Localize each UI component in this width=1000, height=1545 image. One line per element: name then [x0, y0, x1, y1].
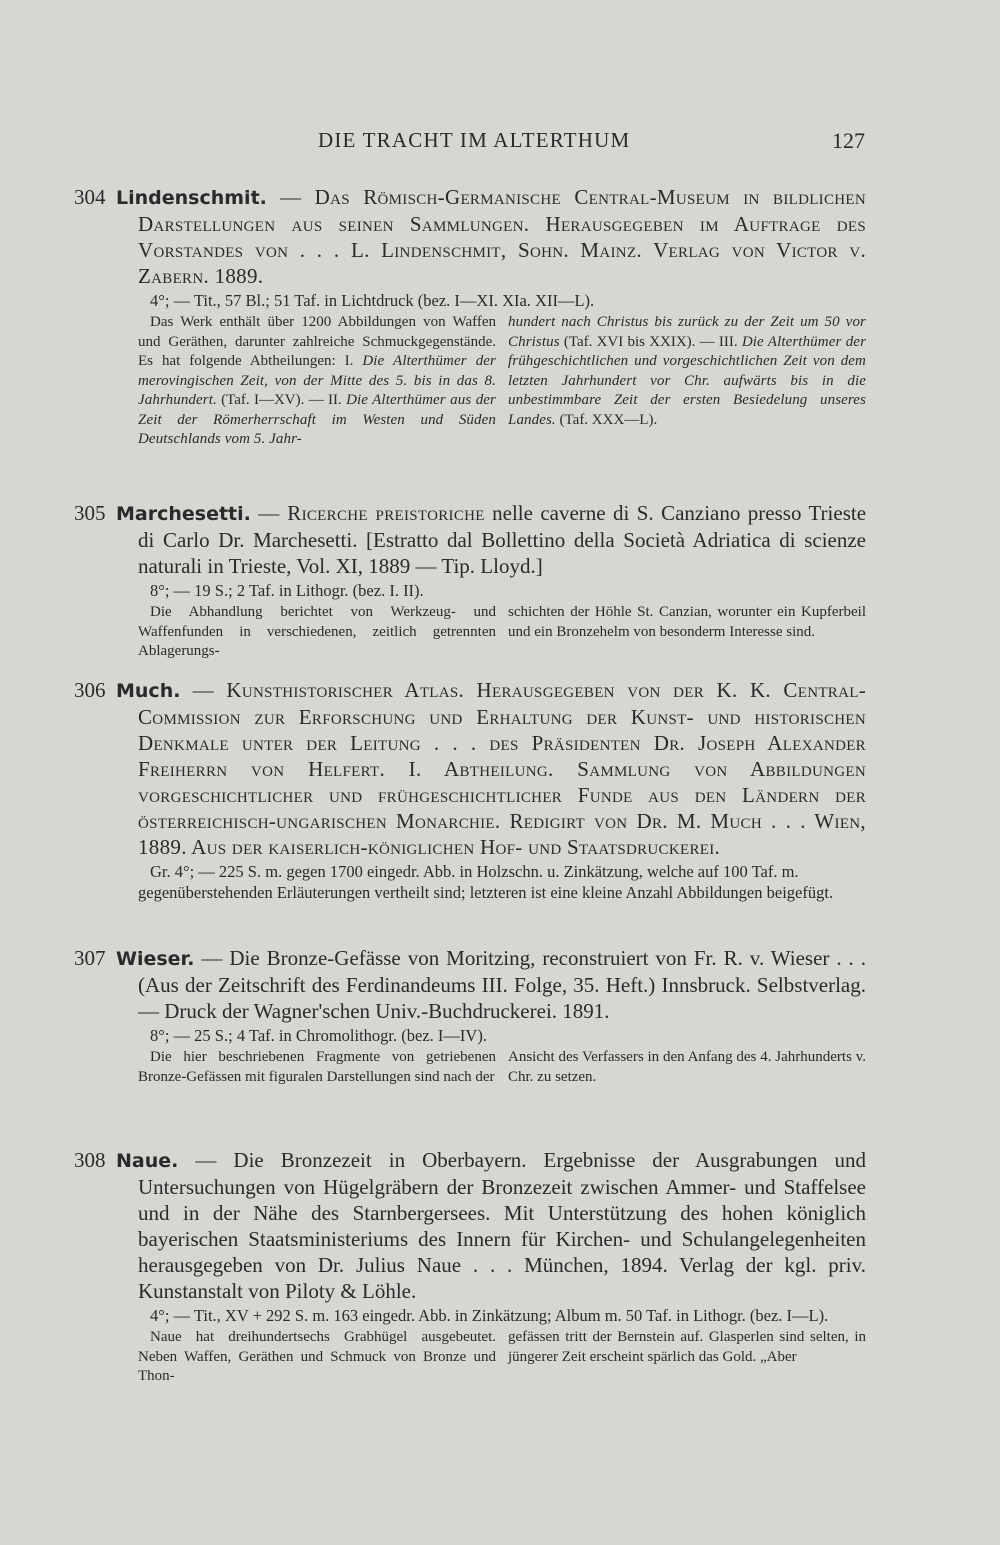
- note-right-column: [508, 313, 866, 450]
- page-number: 127: [832, 128, 865, 153]
- note-italic: Die Alterthümer aus der Zeit der Römerherrschaft im Westen und Süden Deutschlands vom 5. Jahr-: [138, 392, 496, 447]
- entry-title: nelle caverne di S. Canziano presso Trieste di Carlo Dr. Marchesetti. [Estratto dal Bollettino della Società Adriatica di scienze naturali in Trieste, Vol. XI, 1889 — Tip. Lloyd.]: [138, 501, 867, 578]
- entry-307: [74, 945, 866, 1087]
- entry-collation: 4°; — Tit., XV + 292 S. m. 163 eingedr. Abb. in Zinkätzung; Album m. 50 Taf. in Lithogr. (bez. I—L).: [150, 1306, 829, 1325]
- entry-author: Lindenschmit.: [116, 187, 267, 209]
- note-text: Ansicht des Verfassers in den Anfang des 4. Jahrhunderts v. Chr. zu setzen.: [508, 1049, 866, 1085]
- note-italic: hundert nach Christus bis zurück zu der Zeit um 50 vor Christus: [508, 314, 866, 350]
- note-left-column: [138, 313, 496, 450]
- entry-notes: [138, 1328, 866, 1387]
- entry-author: Much.: [116, 680, 181, 702]
- note-text: schichten der Höhle St. Canzian, worunter ein Kupferbeil und ein Bronzehelm von besonderm Interesse sind.: [508, 604, 866, 640]
- entry-305: [74, 500, 866, 662]
- entry-title: — Die Bronze-Gefässe von Moritzing, reconstruiert von Fr. R. v. Wieser . . . (Aus der Zeitschrift des Ferdinandeums III. Folge, 35. Heft.) Innsbruck. Selbstverlag. — Druck der Wagner'schen Univ.-Buchdruckerei. 1891.: [138, 946, 867, 1023]
- entry-number: 307: [74, 946, 106, 970]
- entry-304: [74, 184, 866, 450]
- entry-author: Naue.: [116, 1150, 179, 1172]
- entry-title: — Das Römisch-Germanische Central-Museum in bildlichen Darstellungen aus seinen Sammlungen. Herausgegeben im Auftrage des Vorstandes von . . . L. Lindenschmit, Sohn. Mainz. Verlag von Victor v. Zabern. 1889.: [138, 185, 866, 288]
- entry-collation: 4°; — Tit., 57 Bl.; 51 Taf. in Lichtdruck (bez. I—XI. XIa. XII—L).: [150, 291, 595, 310]
- note-right-column: [508, 1328, 866, 1387]
- note-right-column: [508, 1048, 866, 1087]
- note-text: Die Abhandlung berichtet von Werkzeug- und Waffenfunden in verschiedenen, zeitlich getrennten Ablagerungs-: [138, 604, 496, 659]
- entry-number: 306: [74, 678, 106, 702]
- entry-heading: [74, 500, 866, 579]
- note-text: Das Werk enthält über 1200 Abbildungen von Waffen und Geräthen, darunter zahlreiche Schmuckgegenstände. Es hat folgende Abtheilungen: I.: [138, 314, 496, 369]
- entry-title-sc: — Ricerche preistoriche: [258, 501, 485, 525]
- note-left-column: [138, 1048, 496, 1087]
- note-text: (Taf. I—XV). — II.: [221, 392, 342, 408]
- note-text: (Taf. XXX—L).: [559, 411, 658, 428]
- entry-heading: [74, 1147, 866, 1304]
- entry-number: 308: [74, 1148, 106, 1172]
- note-italic: Die Alterthümer der frühgeschichtlichen und vorgeschichtlichen Zeit von dem letzten Jahrhundert vor Chr. aufwärts bis in die unbestimmbare Zeit der ersten Besiedelung unseres Landes.: [508, 333, 867, 428]
- entry-notes: [138, 313, 866, 450]
- note-right-column: [508, 603, 866, 662]
- entry-title: — Die Bronzezeit in Oberbayern. Ergebnisse der Ausgrabungen und Untersuchungen von Hügelgräbern der Bronzezeit zwischen Ammer- und Staffelsee und in der Nähe des Starnbergersees. Mit Unterstützung des hohen königlich bayerischen Staatsministeriums des Innern für Kirchen- und Schulangelegenheiten herausgegeben von Dr. Julius Naue . . . München, 1894. Verlag der kgl. priv. Kunstanstalt von Piloty & Löhle.: [138, 1148, 866, 1303]
- entry-heading: [74, 677, 866, 860]
- running-head: [140, 128, 865, 158]
- note-left-column: [138, 1328, 496, 1387]
- entry-308: [74, 1147, 866, 1387]
- entry-notes: [138, 603, 866, 662]
- note-text: Naue hat dreihundertsechs Grabhügel ausgebeutet. Neben Waffen, Geräthen und Schmuck von Bronze und Thon-: [138, 1329, 496, 1384]
- note-text: Die hier beschriebenen Fragmente von getriebenen Bronze-Gefässen mit figuralen Darstellungen sind nach der: [138, 1049, 496, 1085]
- entry-collation: 8°; — 25 S.; 4 Taf. in Chromolithogr. (bez. I—IV).: [150, 1026, 487, 1045]
- note-text: (Taf. XVI bis XXIX). — III.: [563, 333, 738, 350]
- entry-collation: Gr. 4°; — 225 S. m. gegen 1700 eingedr. Abb. in Holzschn. u. Zinkätzung, welche auf 100 Taf. m. gegenüberstehenden Erläuterungen vertheilt sind; letzteren ist eine kleine Anzahl Abbildungen beigefügt.: [138, 862, 834, 902]
- entry-collation: 8°; — 19 S.; 2 Taf. in Lithogr. (bez. I. II).: [150, 581, 424, 600]
- entry-title: — Kunsthistorischer Atlas. Herausgegeben von der K. K. Central-Commission zur Erforschung und Erhaltung der Kunst- und historischen Denkmale unter der Leitung . . . des Präsidenten Dr. Joseph Alexander Freiherrn von Helfert. I. Abtheilung. Sammlung von Abbildungen vorgeschichtlicher und frühgeschichtlicher Funde aus den Ländern der österreichisch-ungarischen Monarchie. Redigirt von Dr. M. Much . . . Wien, 1889. Aus der kaiserlich-königlichen Hof- und Staatsdruckerei.: [138, 678, 866, 859]
- entry-306: [74, 677, 866, 903]
- note-italic: Die Alterthümer der merovingischen Zeit, von der Mitte des 5. bis in das 8. Jahrhundert.: [138, 353, 496, 408]
- entry-heading: [74, 184, 866, 289]
- running-title: DIE TRACHT IM ALTERTHUM: [318, 128, 631, 152]
- entry-author: Marchesetti.: [116, 503, 251, 525]
- entry-heading: [74, 945, 866, 1024]
- note-left-column: [138, 603, 496, 662]
- entry-author: Wieser.: [116, 948, 195, 970]
- entry-number: 304: [74, 185, 106, 209]
- note-text: gefässen tritt der Bernstein auf. Glasperlen sind selten, in jüngerer Zeit erscheint spärlich das Gold. „Aber: [508, 1329, 866, 1365]
- entry-number: 305: [74, 501, 106, 525]
- entry-notes: [138, 1048, 866, 1087]
